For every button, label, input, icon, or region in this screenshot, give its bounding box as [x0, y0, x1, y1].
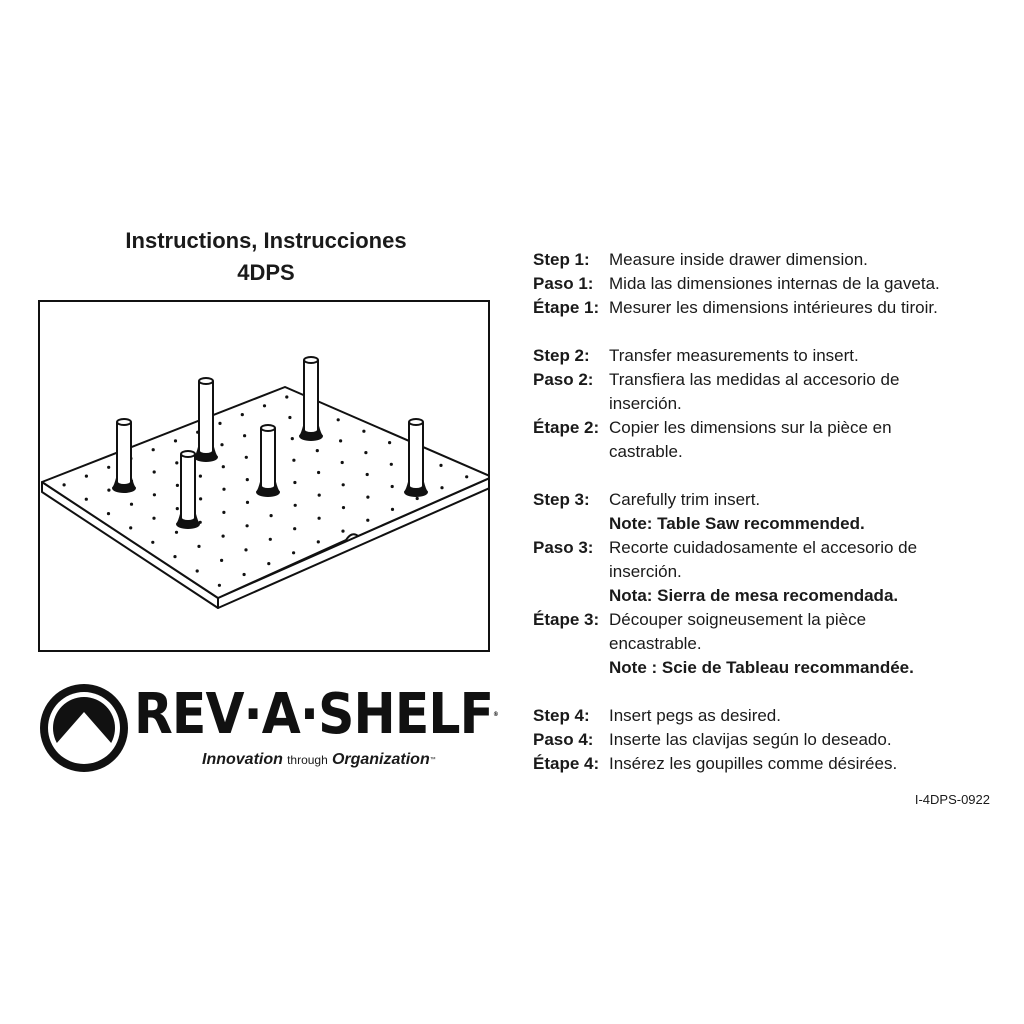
step-text-line: Mesurer les dimensions intérieures du tiroir. [609, 298, 938, 317]
peg-hole [85, 498, 88, 501]
peg-hole [342, 506, 345, 509]
step-label: Étape 3: [533, 610, 600, 629]
peg-hole [293, 481, 296, 484]
peg-hole [222, 465, 225, 468]
step-row [533, 752, 993, 776]
peg-hole [246, 524, 249, 527]
step-label: Étape 2: [533, 418, 600, 437]
document-code: I-4DPS-0922 [914, 792, 990, 807]
step-text-line: Carefully trim insert. [609, 490, 761, 509]
step-text [609, 752, 993, 776]
peg-hole [245, 456, 248, 459]
step-group-spacer [533, 320, 993, 344]
peg-hole [107, 489, 110, 492]
peg-hole [176, 484, 179, 487]
peg-hole [318, 517, 321, 520]
peg-hole [176, 507, 179, 510]
peg [300, 357, 322, 440]
peg-hole [222, 488, 225, 491]
step-label: Step 3: [533, 490, 590, 509]
peg-hole [317, 471, 320, 474]
step-text-line: Découper soigneusement la pièce [609, 610, 867, 629]
step-label: Step 1: [533, 250, 590, 269]
instruction-steps [533, 248, 993, 776]
step-text [609, 488, 993, 536]
step-text [609, 368, 993, 416]
step-label: Paso 2: [533, 370, 594, 389]
peg-hole [243, 573, 246, 576]
peg-hole [288, 416, 291, 419]
peg-hole [175, 461, 178, 464]
peg [113, 419, 135, 492]
peg-hole [342, 483, 345, 486]
step-note: Nota: Sierra de mesa recomendada. [609, 586, 899, 605]
step-row [533, 488, 993, 536]
peg-hole [362, 430, 365, 433]
peg-hole [218, 422, 221, 425]
peg-hole [292, 551, 295, 554]
peg-hole [244, 548, 247, 551]
peg-hole [337, 418, 340, 421]
peg-hole [152, 448, 155, 451]
step-row [533, 728, 993, 752]
step-label: Paso 1: [533, 274, 594, 293]
step-text-line: Transfer measurements to insert. [609, 346, 859, 365]
step-label: Paso 4: [533, 730, 594, 749]
brand-name: REV·A·SHELF® [134, 682, 498, 747]
step-text-line: Insert pegs as desired. [609, 706, 781, 725]
peg-hole [63, 483, 66, 486]
step-label: Étape 4: [533, 754, 600, 773]
step-label: Step 4: [533, 706, 590, 725]
peg-hole [152, 517, 155, 520]
peg-hole [267, 562, 270, 565]
step-label: Step 2: [533, 346, 590, 365]
step-text [609, 296, 993, 320]
step-text-line: castrable. [609, 442, 683, 461]
step-text [609, 248, 993, 272]
peg-hole [220, 559, 223, 562]
peg [257, 425, 279, 496]
peg-hole [175, 531, 178, 534]
peg-hole [173, 555, 176, 558]
peg-hole [391, 485, 394, 488]
step-text [609, 272, 993, 296]
peg-hole [85, 475, 88, 478]
step-text [609, 536, 993, 608]
peg-hole [366, 473, 369, 476]
peg-hole [269, 538, 272, 541]
step-text-line: Insérez les goupilles comme désirées. [609, 754, 898, 773]
step-text [609, 416, 993, 464]
step-label: Paso 3: [533, 538, 594, 557]
step-text [609, 344, 993, 368]
peg-hole [174, 439, 177, 442]
peg [195, 378, 217, 461]
peg-hole [263, 404, 266, 407]
peg-hole [390, 463, 393, 466]
peg-hole [196, 569, 199, 572]
peg-hole [388, 441, 391, 444]
step-row [533, 296, 993, 320]
peg-hole [465, 475, 468, 478]
document-title: Instructions, Instrucciones [125, 228, 407, 253]
step-row [533, 368, 993, 416]
peg-hole [364, 451, 367, 454]
peg-hole [246, 478, 249, 481]
step-row [533, 272, 993, 296]
peg-hole [107, 466, 110, 469]
step-text-line: Inserte las clavijas según lo deseado. [609, 730, 892, 749]
peg-hole [293, 527, 296, 530]
peg-hole [199, 497, 202, 500]
peg-hole [439, 464, 442, 467]
step-group-spacer [533, 680, 993, 704]
peg-hole [199, 475, 202, 478]
step-text [609, 728, 993, 752]
step-text-line: inserción. [609, 394, 682, 413]
peg-hole [366, 496, 369, 499]
peg-hole [197, 545, 200, 548]
step-note: Note: Table Saw recommended. [609, 514, 865, 533]
step-note: Note : Scie de Tableau recommandée. [609, 658, 914, 677]
peg [405, 419, 427, 496]
step-row [533, 536, 993, 608]
step-text-line: Recorte cuidadosamente el accesorio de [609, 538, 918, 557]
model-number: 4DPS [237, 260, 295, 285]
peg-hole [341, 461, 344, 464]
peg-hole [366, 519, 369, 522]
step-text [609, 608, 993, 680]
peg-hole [291, 437, 294, 440]
step-text-line: inserción. [609, 562, 682, 581]
step-row [533, 248, 993, 272]
peg-hole [440, 486, 443, 489]
peg-hole [317, 540, 320, 543]
peg-hole [416, 497, 419, 500]
peg-hole [243, 434, 246, 437]
peg-hole [130, 503, 133, 506]
brand-tagline: Innovation through Organization™ [202, 751, 436, 768]
peg-hole [153, 470, 156, 473]
product-illustration [38, 300, 490, 652]
step-text [609, 704, 993, 728]
step-text-line: Copier les dimensions sur la pièce en [609, 418, 892, 437]
peg-hole [220, 443, 223, 446]
peg-hole [222, 535, 225, 538]
peg-hole [341, 530, 344, 533]
peg-hole [294, 504, 297, 507]
step-text-line: encastrable. [609, 634, 702, 653]
peg-hole [270, 514, 273, 517]
peg-hole [316, 449, 319, 452]
step-row [533, 608, 993, 680]
step-text-line: Measure inside drawer dimension. [609, 250, 868, 269]
peg-hole [391, 508, 394, 511]
step-text-line: Mida las dimensiones internas de la gaveta. [609, 274, 940, 293]
peg-hole [241, 413, 244, 416]
step-row [533, 704, 993, 728]
step-label: Étape 1: [533, 298, 600, 317]
peg [177, 451, 199, 528]
peg-hole [222, 511, 225, 514]
step-row [533, 416, 993, 464]
rev-a-shelf-logo [38, 680, 498, 780]
peg-hole [129, 526, 132, 529]
peg-hole [318, 494, 321, 497]
peg-hole [292, 459, 295, 462]
step-text-line: Transfiera las medidas al accesorio de [609, 370, 900, 389]
peg-hole [151, 541, 154, 544]
peg-hole [285, 395, 288, 398]
peg-hole [218, 584, 221, 587]
step-row [533, 344, 993, 368]
logo-emblem-icon [38, 682, 130, 774]
peg-hole [246, 501, 249, 504]
peg-hole [339, 439, 342, 442]
peg-hole [153, 493, 156, 496]
peg-hole [107, 512, 110, 515]
pegboard-drawing [40, 302, 488, 650]
step-group-spacer [533, 464, 993, 488]
